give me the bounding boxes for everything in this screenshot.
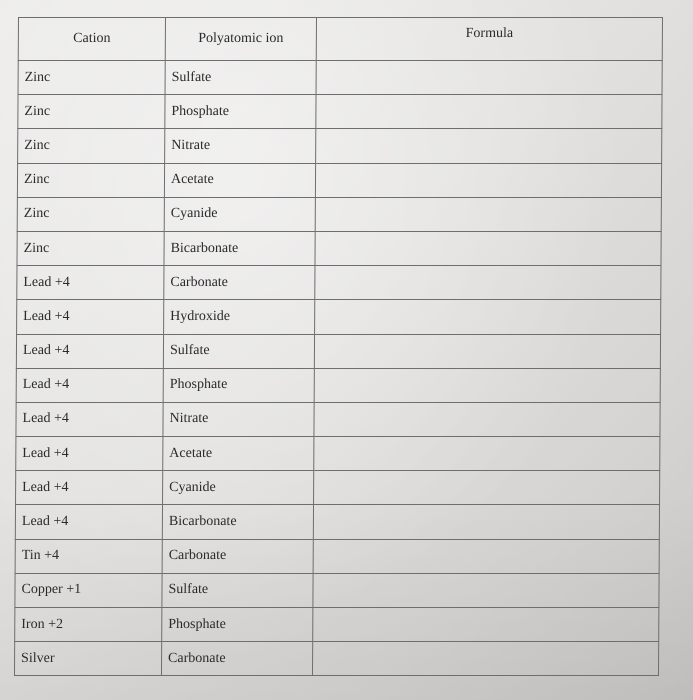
formula-cell[interactable] <box>315 266 661 300</box>
table-row <box>15 539 659 573</box>
table-row <box>16 437 660 471</box>
polyatomic-ion-cell: Nitrate <box>165 129 316 163</box>
table-row <box>14 642 658 676</box>
table-row <box>16 334 660 368</box>
cation-cell: Lead +4 <box>16 368 163 402</box>
polyatomic-ion-cell: Hydroxide <box>164 300 315 334</box>
cation-cell: Lead +4 <box>16 437 163 471</box>
polyatomic-ion-cell: Cyanide <box>163 471 314 505</box>
table-row <box>18 61 662 95</box>
table-row <box>15 608 659 642</box>
polyatomic-ion-cell: Bicarbonate <box>162 505 313 539</box>
table-row <box>16 368 660 402</box>
formula-cell[interactable] <box>313 573 659 607</box>
formula-cell[interactable] <box>313 608 659 642</box>
formula-cell[interactable] <box>315 231 661 265</box>
column-header-polyatomic-ion: Polyatomic ion <box>165 18 316 61</box>
formula-cell[interactable] <box>316 95 662 129</box>
formula-cell[interactable] <box>316 129 662 163</box>
polyatomic-ion-cell: Phosphate <box>165 95 316 129</box>
polyatomic-ion-cell: Nitrate <box>163 402 314 436</box>
cation-cell: Lead +4 <box>15 505 162 539</box>
polyatomic-ion-cell: Phosphate <box>162 608 313 642</box>
table-row <box>17 231 661 265</box>
ionic-formula-table <box>14 17 663 676</box>
table-header-row <box>18 18 662 61</box>
cation-cell: Iron +2 <box>15 608 162 642</box>
table-row <box>15 505 659 539</box>
table-row <box>16 471 660 505</box>
formula-cell[interactable] <box>315 300 661 334</box>
polyatomic-ion-cell: Sulfate <box>162 573 313 607</box>
cation-cell: Zinc <box>17 231 164 265</box>
polyatomic-ion-cell: Acetate <box>163 437 314 471</box>
formula-cell[interactable] <box>316 61 662 95</box>
cation-cell: Zinc <box>18 95 165 129</box>
cation-cell: Lead +4 <box>17 300 164 334</box>
table-row <box>17 266 661 300</box>
table-row <box>17 197 661 231</box>
formula-cell[interactable] <box>313 505 659 539</box>
formula-cell[interactable] <box>315 163 661 197</box>
polyatomic-ion-cell: Bicarbonate <box>164 231 315 265</box>
formula-cell[interactable] <box>314 368 660 402</box>
formula-cell[interactable] <box>313 539 659 573</box>
polyatomic-ion-cell: Phosphate <box>163 368 314 402</box>
cation-cell: Zinc <box>18 61 165 95</box>
table-row <box>17 163 661 197</box>
polyatomic-ion-cell: Cyanide <box>164 197 315 231</box>
cation-cell: Lead +4 <box>16 471 163 505</box>
table-row <box>18 129 662 163</box>
cation-cell: Zinc <box>17 163 164 197</box>
cation-cell: Silver <box>14 642 161 676</box>
polyatomic-ion-cell: Carbonate <box>164 266 315 300</box>
polyatomic-ion-cell: Carbonate <box>162 539 313 573</box>
cation-cell: Tin +4 <box>15 539 162 573</box>
table-row <box>18 95 662 129</box>
cation-cell: Zinc <box>17 197 164 231</box>
cation-cell: Lead +4 <box>16 402 163 436</box>
formula-cell[interactable] <box>314 334 660 368</box>
formula-cell[interactable] <box>312 642 658 676</box>
polyatomic-ion-cell: Sulfate <box>163 334 314 368</box>
cation-cell: Zinc <box>18 129 165 163</box>
polyatomic-ion-cell: Sulfate <box>165 61 316 95</box>
cation-cell: Lead +4 <box>17 266 164 300</box>
cation-cell: Lead +4 <box>16 334 163 368</box>
column-header-formula: Formula <box>316 18 662 61</box>
formula-cell[interactable] <box>314 402 660 436</box>
table-body <box>14 61 662 676</box>
formula-cell[interactable] <box>314 437 660 471</box>
polyatomic-ion-cell: Carbonate <box>161 642 312 676</box>
formula-cell[interactable] <box>314 471 660 505</box>
polyatomic-ion-cell: Acetate <box>164 163 315 197</box>
cation-cell: Copper +1 <box>15 573 162 607</box>
column-header-cation: Cation <box>18 18 165 61</box>
table-row <box>15 573 659 607</box>
table-row <box>16 402 660 436</box>
table-row <box>17 300 661 334</box>
formula-cell[interactable] <box>315 197 661 231</box>
